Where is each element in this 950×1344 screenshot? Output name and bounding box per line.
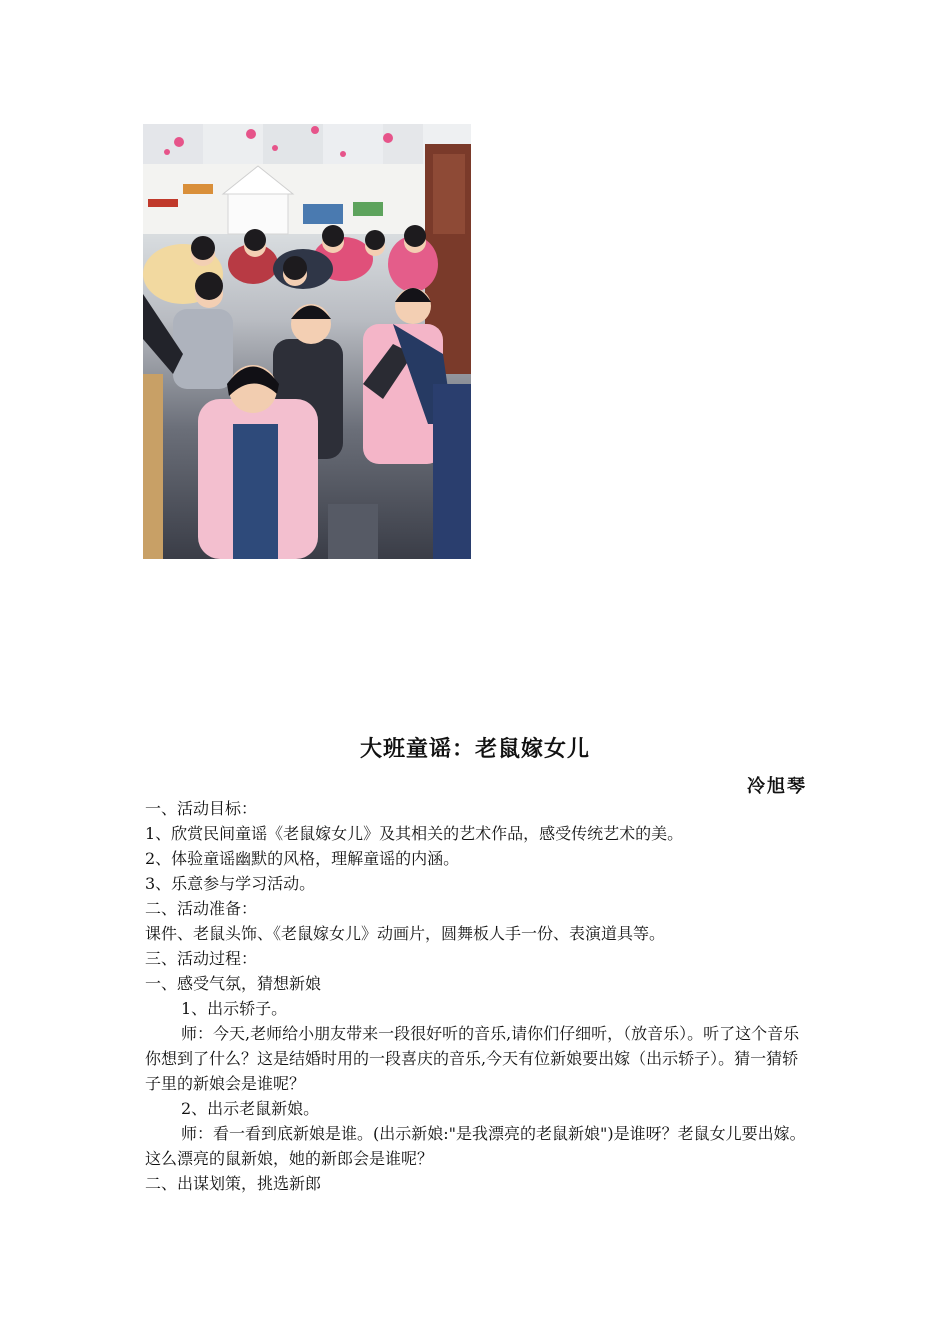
paragraph: 师：看一看到底新娘是谁。(出示新娘:"是我漂亮的老鼠新娘")是谁呀？老鼠女儿要出嫁。这么漂亮的鼠新娘，她的新郎会是谁呢？ bbox=[145, 1124, 806, 1168]
author-name: 冷旭琴 bbox=[747, 776, 807, 797]
classroom-photo bbox=[143, 124, 471, 559]
list-item: 2、体验童谣幽默的风格，理解童谣的内涵。 bbox=[145, 849, 460, 868]
step-item: 2、出示老鼠新娘。 bbox=[181, 1099, 320, 1118]
paragraph: 师：今天,老师给小朋友带来一段很好听的音乐,请你们仔细听，（放音乐）。听了这个音乐你想到了什么？这是结婚时用的一段喜庆的音乐,今天有位新娘要出嫁（出示轿子）。猜一猜轿子里的新娘会是谁呢？ bbox=[145, 1024, 800, 1093]
section-heading: 三、活动过程： bbox=[145, 949, 258, 968]
subsection-heading: 二、出谋划策，挑选新郎 bbox=[145, 1174, 322, 1193]
list-item: 3、乐意参与学习活动。 bbox=[145, 874, 316, 893]
document-title: 大班童谣：老鼠嫁女儿 bbox=[359, 737, 590, 762]
section-heading: 一、活动目标： bbox=[145, 799, 258, 818]
subsection-heading: 一、感受气氛，猜想新娘 bbox=[145, 974, 322, 993]
paragraph: 课件、老鼠头饰、《老鼠嫁女儿》动画片，圆舞板人手一份、表演道具等。 bbox=[145, 924, 666, 943]
list-item: 1、欣赏民间童谣《老鼠嫁女儿》及其相关的艺术作品，感受传统艺术的美。 bbox=[145, 824, 684, 843]
document-body bbox=[145, 796, 813, 1196]
step-item: 1、出示轿子。 bbox=[181, 999, 288, 1018]
section-heading: 二、活动准备： bbox=[145, 899, 258, 918]
